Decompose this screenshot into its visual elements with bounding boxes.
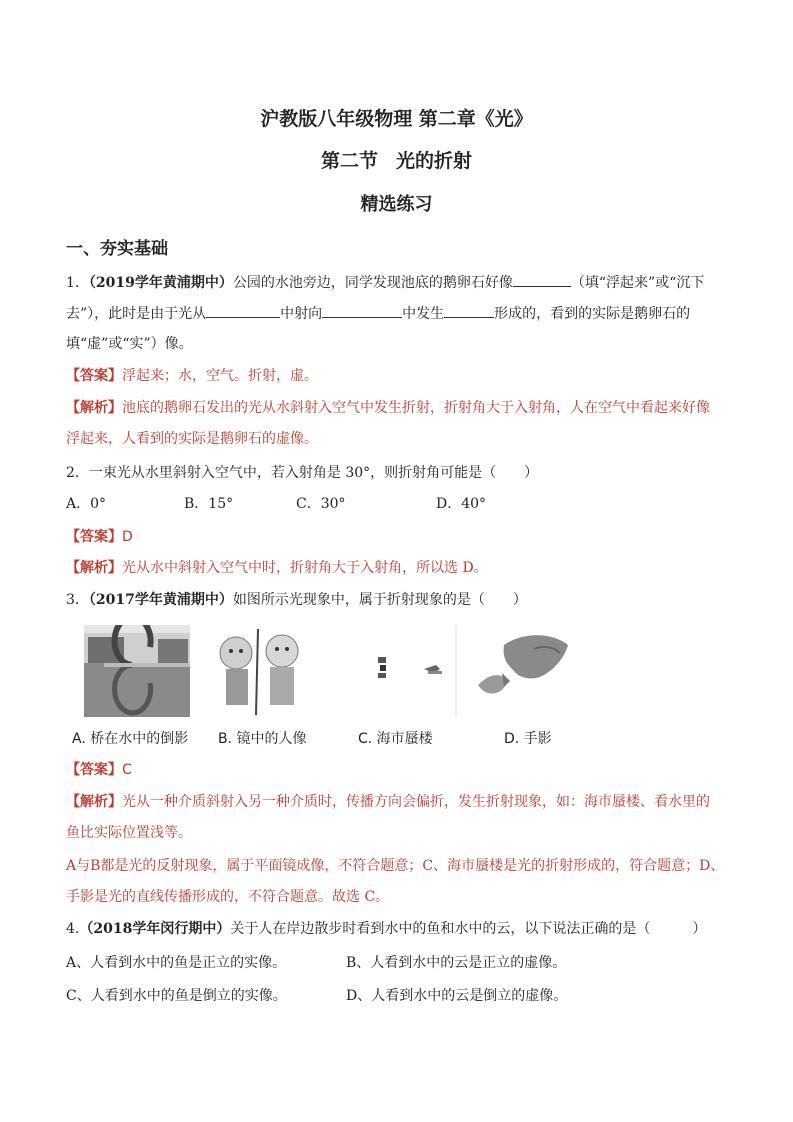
q3-explanation-text-1: 光从一种介质斜射入另一种介质时，传播方向会偏折，发生折射现象，如：海市蜃楼、看水里的 (122, 794, 710, 810)
q2-stem: 2．一束光从水里斜射入空气中，若入射角是 30°，则折射角可能是（ ） (66, 465, 539, 481)
q3-option-d: D. 手影 (504, 731, 552, 747)
section-title (0, 146, 793, 173)
q3-option-b: B. 镜中的人像 (218, 731, 307, 747)
q4-option-a: A、人看到水中的鱼是正立的实像。 (66, 955, 287, 971)
hand-shadow-image (474, 625, 574, 717)
q4-option-b: B、人看到水中的云是正立的虚像。 (346, 955, 567, 971)
q1-explanation-tag: 【解析】 (66, 400, 122, 416)
q1-blank-3 (322, 303, 402, 318)
document-title: 沪教版八年级物理 第二章《光》 (260, 108, 533, 130)
q1-text-6: 形成的，看到的实际是鹅卵石的 (494, 306, 691, 322)
q1-answer-tag: 【答案】 (66, 368, 122, 384)
q1-line-2 (66, 303, 736, 324)
q1-blank-2 (206, 303, 280, 318)
q2-option-a: A．0° (66, 496, 107, 512)
q1-text-2: （填“浮起来”或“沉下 (570, 275, 705, 291)
q4-source: （2018学年闵行期中） (79, 921, 231, 937)
q3-answer-text: C (122, 762, 132, 778)
q4-option-c: C、人看到水中的鱼是倒立的实像。 (66, 988, 287, 1004)
q1-explanation-1 (66, 398, 736, 418)
q4-stem-line (66, 919, 736, 939)
part-heading: 一、夯实基础 (66, 239, 168, 259)
q2-option-d: D．40° (436, 496, 487, 512)
exercise-subtitle: 精选练习 (360, 194, 433, 215)
q3-answer (66, 760, 736, 780)
bridge-reflection-image (84, 625, 190, 717)
q1-blank-1 (513, 272, 571, 287)
q3-explanation-2: 鱼比实际位置浅等。 (66, 825, 192, 841)
q3-option-a: A. 桥在水中的倒影 (72, 731, 189, 747)
q1-text-5: 中发生 (402, 306, 445, 322)
q3-explanation-tag: 【解析】 (66, 794, 122, 810)
q1-explanation-2: 浮起来，人看到的实际是鹅卵石的虚像。 (66, 431, 318, 447)
q2-answer (66, 527, 736, 547)
q1-explanation-text-1: 池底的鹅卵石发出的光从水斜射入空气中发生折射，折射角大于入射角，人在空气中看起来好像 (122, 400, 710, 416)
q3-source: （2017学年黄浦期中） (88, 592, 233, 608)
q1-blank-4 (444, 303, 494, 318)
q4-stem: 关于人在岸边散步时看到水中的鱼和水中的云，以下说法正确的是（ ） (230, 921, 707, 937)
mirage-image (336, 625, 462, 717)
q1-text-1: 公园的水池旁边，同学发现池底的鹅卵石好像 (232, 275, 513, 291)
q1-answer-text: 浮起来；水，空气。折射，虚。 (122, 368, 318, 384)
q1-line-1 (66, 272, 736, 293)
q2-answer-tag: 【答案】 (66, 529, 122, 545)
q4-number: 4. (66, 921, 80, 937)
q1-text-3: 去”），此时是由于光从 (66, 306, 207, 322)
q3-option-c: C. 海市蜃楼 (358, 731, 433, 747)
section-number: 第二节 (320, 150, 378, 172)
section-name: 光的折射 (396, 150, 473, 172)
mirror-image-photo (214, 625, 308, 717)
q4-option-d: D、人看到水中的云是倒立的虚像。 (346, 988, 568, 1004)
q3-explanation-4: 手影是光的直线传播形成的，不符合题意。故选 C。 (66, 889, 390, 905)
q2-answer-text: D (122, 529, 133, 545)
q1-line-3: 填“虚”或“实”）像。 (66, 336, 193, 352)
q3-number: 3． (66, 592, 89, 608)
q3-stem: 如图所示光现象中，属于折射现象的是（ ） (232, 592, 527, 608)
q1-number: 1． (66, 275, 89, 291)
q3-explanation-1 (66, 792, 736, 812)
q1-source: （2019学年黄浦期中） (88, 275, 233, 291)
q2-explanation (66, 558, 736, 578)
q2-explanation-tag: 【解析】 (66, 560, 122, 576)
q1-text-4: 中射向 (280, 306, 323, 322)
q3-stem-line (66, 590, 736, 610)
q3-answer-tag: 【答案】 (66, 762, 122, 778)
q2-option-b: B．15° (184, 496, 234, 512)
q1-answer (66, 366, 736, 386)
q2-option-c: C．30° (296, 496, 346, 512)
q2-explanation-text: 光从水中斜射入空气中时，折射角大于入射角，所以选 D。 (122, 560, 488, 576)
q3-explanation-3: A与B都是光的反射现象，属于平面镜成像，不符合题意；C、海市蜃楼是光的折射形成的，符合题意；D、 (66, 858, 725, 874)
